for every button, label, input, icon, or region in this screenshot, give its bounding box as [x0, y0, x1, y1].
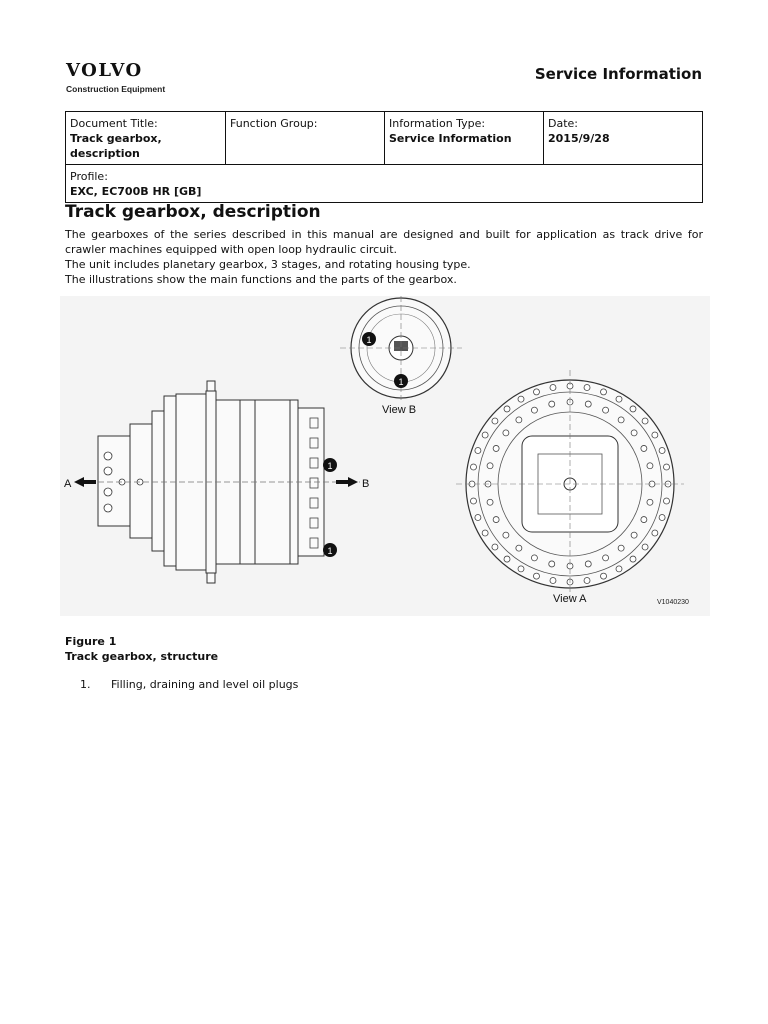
bolt-hole — [470, 464, 476, 470]
bolt-hole — [618, 545, 624, 551]
bolt-hole — [493, 517, 499, 523]
date-cell — [544, 112, 703, 165]
bolt-hole — [584, 384, 590, 390]
bolt-hole — [642, 418, 648, 424]
bolt-hole — [585, 561, 591, 567]
bolt-hole — [482, 530, 488, 536]
bolt-hole — [470, 498, 476, 504]
bolt-hole — [630, 556, 636, 562]
flange-lug — [207, 381, 215, 391]
list-item-text: Filling, draining and level oil plugs — [111, 678, 299, 691]
bolt-hole — [631, 532, 637, 538]
info-type-cell — [385, 112, 544, 165]
bolt-hole — [641, 445, 647, 451]
paragraph: The illustrations show the main functions and the parts of the gearbox. — [65, 273, 457, 286]
profile-label: Profile: — [70, 170, 108, 183]
bolt-hole — [603, 407, 609, 413]
service-information-title: Service Information — [534, 65, 702, 83]
bolt-hole — [618, 417, 624, 423]
callout-number: 1 — [327, 461, 333, 471]
bolt-hole — [647, 499, 653, 505]
bolt-hole — [475, 515, 481, 521]
bolt-hole — [487, 499, 493, 505]
info-type-value: Service Information — [389, 132, 512, 145]
bolt-hole — [652, 530, 658, 536]
bolt-hole — [482, 432, 488, 438]
gearbox-illustration — [60, 296, 710, 616]
figure-caption — [65, 634, 218, 664]
bolt-hole — [601, 389, 607, 395]
bolt-hole — [664, 498, 670, 504]
bolt-hole — [531, 407, 537, 413]
bolt-hole — [603, 555, 609, 561]
function-group-label: Function Group: — [230, 117, 318, 130]
bolt-hole — [659, 447, 665, 453]
volvo-logo — [66, 60, 165, 94]
bolt-hole — [493, 445, 499, 451]
document-meta-table — [65, 111, 703, 203]
bolt-hole — [503, 532, 509, 538]
description-text — [65, 227, 703, 287]
bolt-hole — [585, 401, 591, 407]
bolt-hole — [492, 418, 498, 424]
bolt-hole — [550, 578, 556, 584]
bolt-hole — [533, 389, 539, 395]
bolt-hole — [531, 555, 537, 561]
bolt-hole — [549, 401, 555, 407]
brand-name: VOLVO — [66, 60, 143, 81]
info-type-label: Information Type: — [389, 117, 486, 130]
doc-title-cell — [66, 112, 226, 165]
bolt-hole — [492, 544, 498, 550]
label-a: A — [64, 478, 72, 490]
bolt-hole — [475, 447, 481, 453]
bolt-hole — [549, 561, 555, 567]
figure-code: V1040230 — [657, 599, 689, 606]
view-a-label: View A — [553, 593, 587, 605]
flange-lug — [207, 573, 215, 583]
bolt-hole — [518, 396, 524, 402]
bolt-hole — [642, 544, 648, 550]
bolt-hole — [503, 430, 509, 436]
bolt-hole — [533, 573, 539, 579]
figure-number: Figure 1 — [65, 635, 117, 648]
list-item — [80, 678, 298, 691]
bolt-hole — [630, 406, 636, 412]
bolt-hole — [652, 432, 658, 438]
legend-list — [80, 678, 298, 691]
callout-number: 1 — [398, 377, 404, 387]
brand-subtitle: Construction Equipment — [66, 84, 166, 94]
callout-number: 1 — [366, 335, 372, 345]
housing-step — [152, 411, 164, 551]
label-b: B — [362, 478, 370, 490]
function-group-cell — [226, 112, 385, 165]
bolt-hole — [631, 430, 637, 436]
paragraph: The unit includes planetary gearbox, 3 stages, and rotating housing type. — [65, 258, 471, 271]
bolt-hole — [659, 515, 665, 521]
callout-number: 1 — [327, 546, 333, 556]
bolt-hole — [584, 578, 590, 584]
doc-title-value: Track gearbox, description — [70, 132, 162, 160]
list-item-number: 1. — [80, 678, 91, 691]
date-value: 2015/9/28 — [548, 132, 610, 145]
doc-title-label: Document Title: — [70, 117, 158, 130]
bolt-hole — [664, 464, 670, 470]
bolt-hole — [647, 463, 653, 469]
profile-cell — [66, 165, 703, 203]
profile-value: EXC, EC700B HR [GB] — [70, 185, 202, 198]
paragraph: The gearboxes of the series described in this manual are designed and built for application as track drive for crawler machines equipped with open loop hydraulic circuit. — [65, 228, 703, 256]
bolt-hole — [504, 406, 510, 412]
figure-title: Track gearbox, structure — [65, 650, 219, 663]
bolt-hole — [504, 556, 510, 562]
bolt-hole — [601, 573, 607, 579]
bolt-hole — [516, 417, 522, 423]
bolt-hole — [487, 463, 493, 469]
bolt-hole — [518, 566, 524, 572]
page-title: Track gearbox, description — [65, 202, 321, 222]
bolt-hole — [616, 396, 622, 402]
bolt-hole — [616, 566, 622, 572]
view-b-label: View B — [382, 404, 417, 416]
housing-step — [164, 396, 176, 566]
bolt-hole — [550, 384, 556, 390]
bolt-hole — [641, 517, 647, 523]
bolt-hole — [516, 545, 522, 551]
date-label: Date: — [548, 117, 578, 130]
